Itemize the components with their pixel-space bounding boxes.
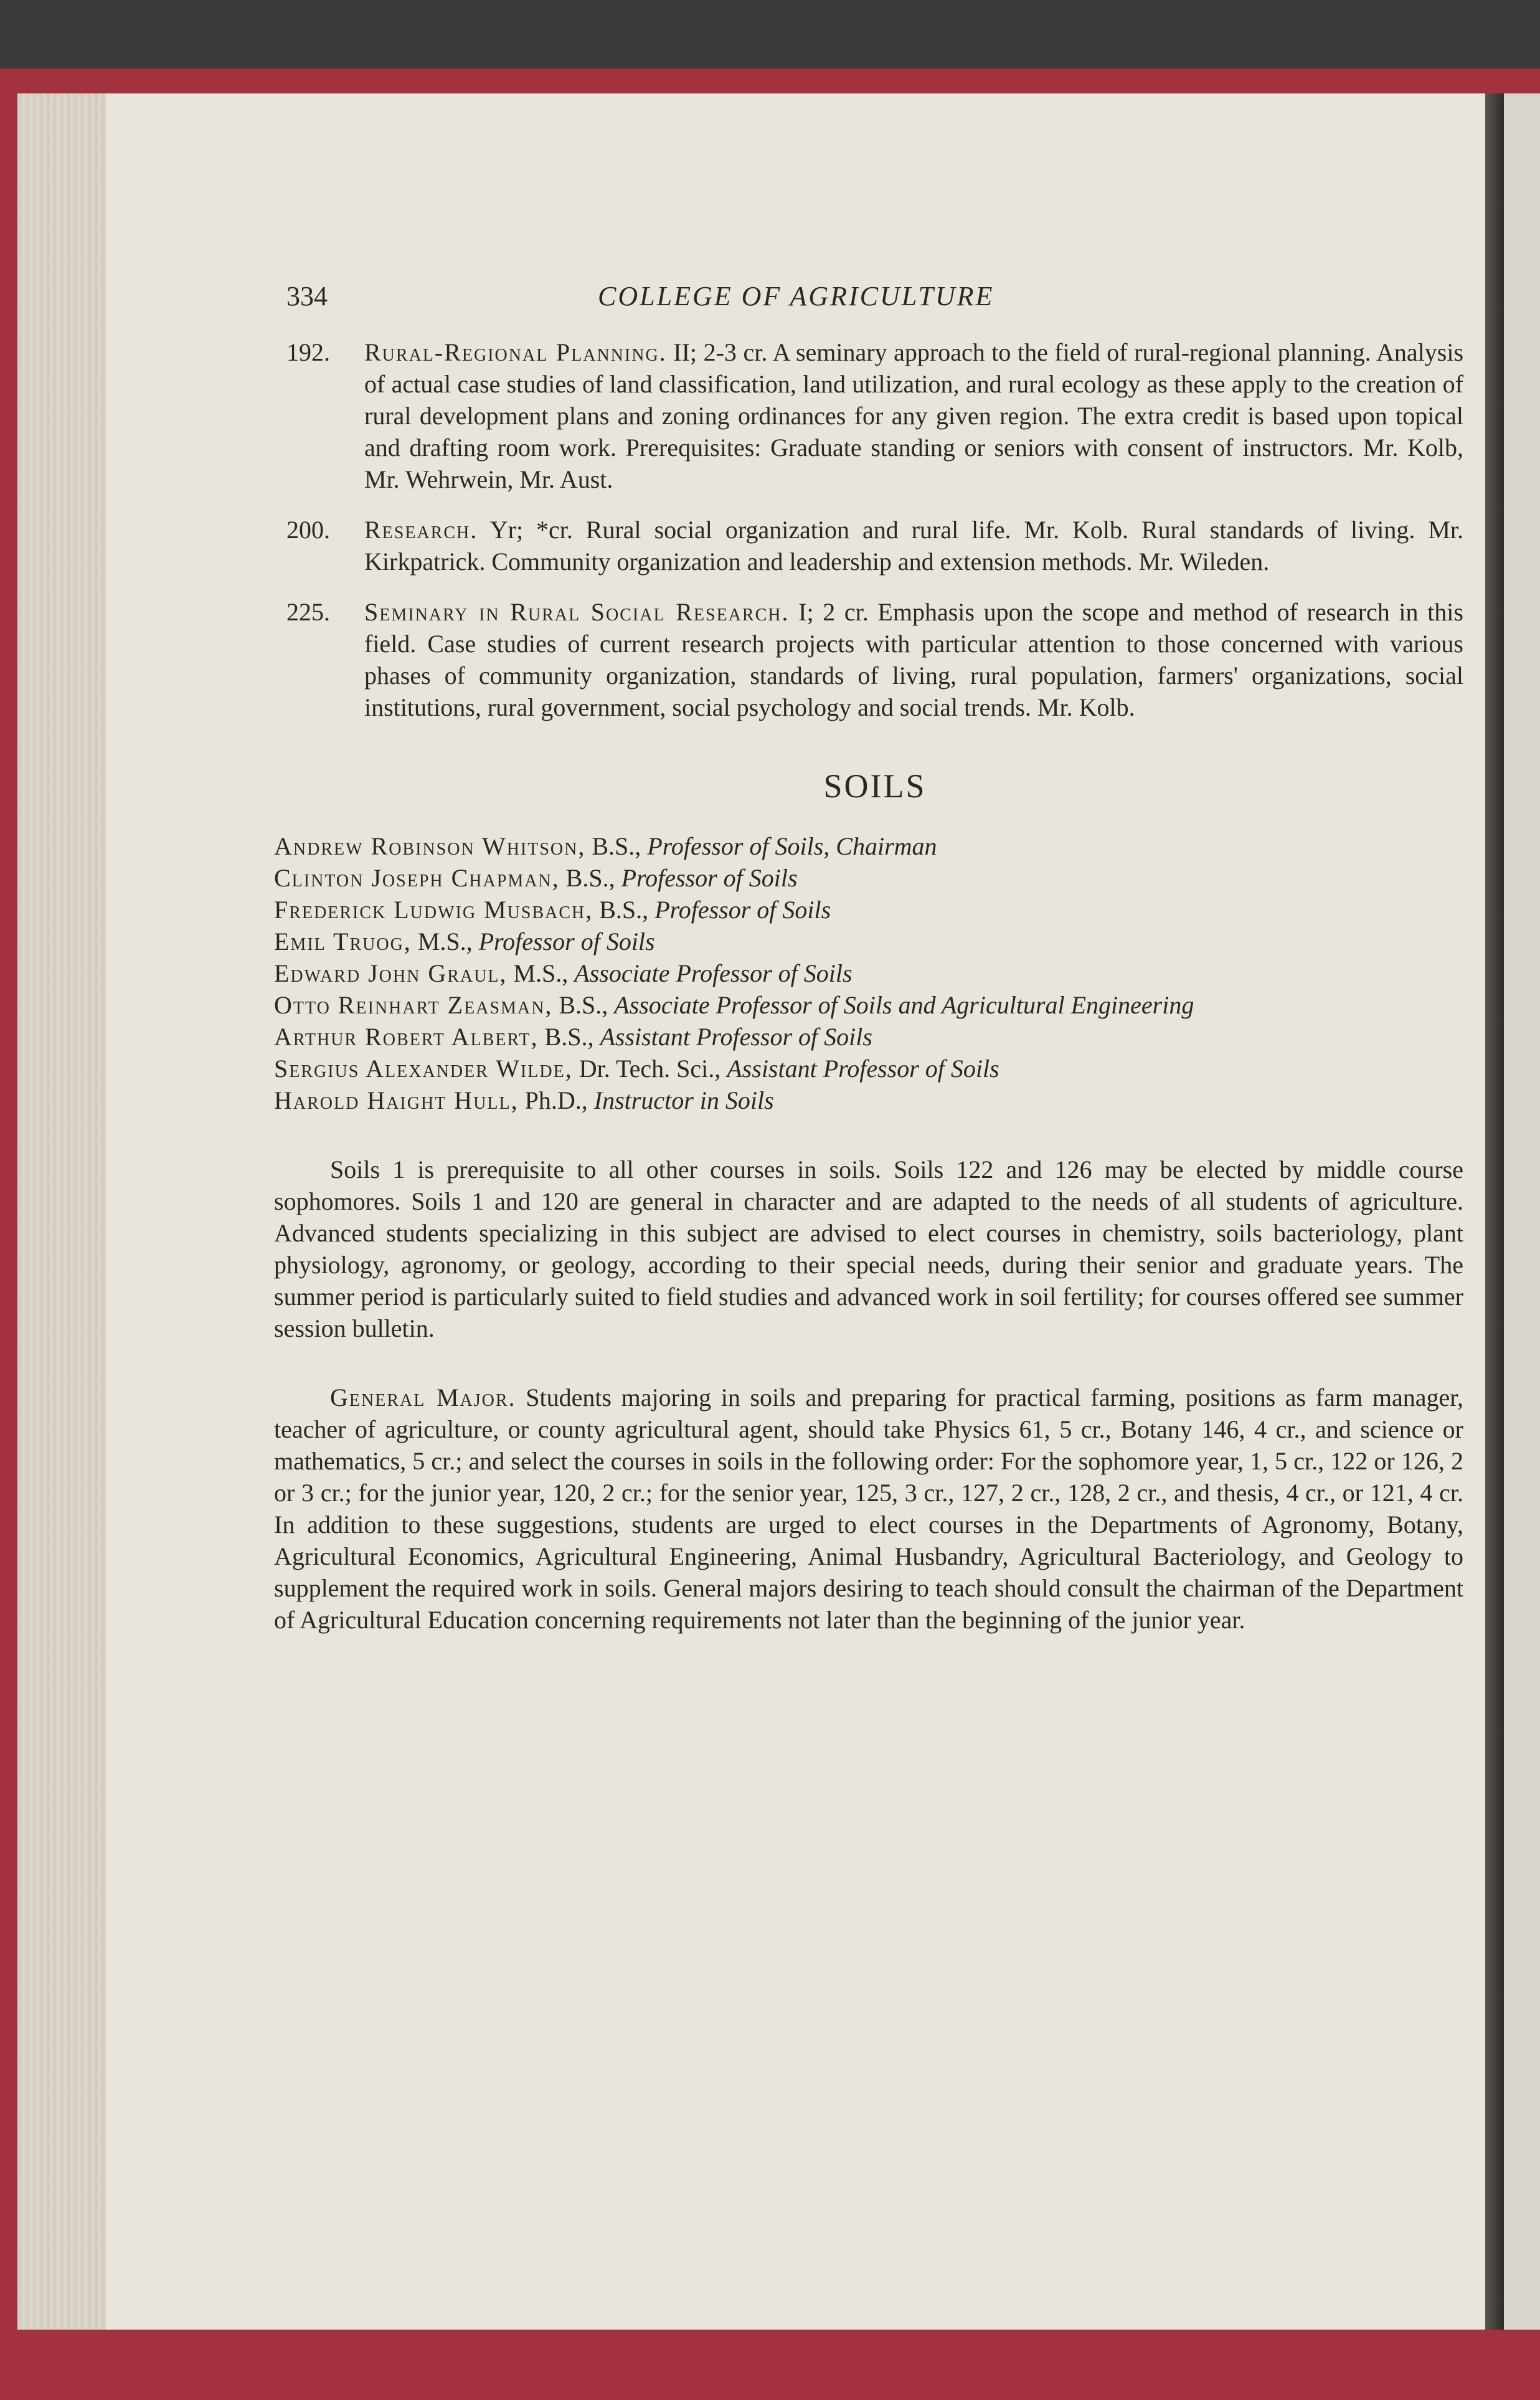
faculty-name: Emil Truog, [274, 927, 412, 956]
faculty-name: Edward John Graul, [274, 959, 508, 987]
course-number: 192. [286, 338, 330, 366]
faculty-member [274, 926, 1463, 957]
faculty-title: Assistant Professor of Soils [727, 1055, 999, 1083]
course-number: 225. [286, 598, 330, 626]
faculty-title: Professor of Soils [478, 927, 655, 956]
running-head [286, 280, 1463, 336]
course-entry [286, 336, 1463, 495]
course-entry [286, 514, 1463, 577]
faculty-member [274, 957, 1463, 989]
course-description: Yr; *cr. Rural social organization and rural life. Mr. Kolb. Rural standards of living. Mr. Kirkpatrick. Community organization and leadership and extension methods. Mr. Wileden. [364, 516, 1464, 576]
faculty-member [274, 1021, 1463, 1053]
soils-intro-paragraph: Soils 1 is prerequisite to all other courses in soils. Soils 122 and 126 may be elected by middle course sophomores. Soils 1 and 120 are general in character and are adapted to the needs of all students of agriculture. Advanced students specializing in this subject are advised to elect courses in chemistry, soils bacteriology, plant physiology, agronomy, or geology, according to their special needs, during their senior and graduate years. The summer period is particularly suited to field studies and advanced work in soil fertility; for courses offered see summer session bulletin. [274, 1155, 1463, 1342]
course-title: Research. [364, 516, 478, 544]
facing-page [1504, 93, 1540, 2330]
faculty-degree: B.S., [559, 991, 608, 1019]
faculty-degree: B.S., [544, 1023, 594, 1051]
faculty-degree: B.S., [565, 864, 615, 892]
faculty-name: Andrew Robinson Whitson, [274, 832, 586, 860]
course-title: Rural-Regional Planning. [364, 338, 667, 366]
faculty-name: Harold Haight Hull, [274, 1086, 519, 1114]
faculty-degree: B.S., [592, 832, 641, 860]
faculty-title: Professor of Soils [654, 896, 831, 924]
faculty-member [274, 1084, 1463, 1116]
faculty-degree: Dr. Tech. Sci., [579, 1055, 721, 1083]
faculty-name: Frederick Ludwig Musbach, [274, 896, 593, 924]
faculty-name: Arthur Robert Albert, [274, 1023, 539, 1051]
faculty-name: Clinton Joseph Chapman, [274, 864, 560, 892]
scan-background [0, 0, 1540, 69]
course-number: 200. [286, 516, 330, 544]
faculty-title: Associate Professor of Soils and Agricultural Engineering [614, 991, 1194, 1019]
faculty-degree: M.S., [513, 959, 569, 987]
course-description: I; 2 cr. Emphasis upon the scope and method of research in this field. Case studies of current research projects with particular attention to those concerned with various phases of community organization, standards of living, rural population, farmers' organizations, social institutions, rural government, social psychology and social trends. Mr. Kolb. [364, 598, 1463, 721]
running-title: COLLEGE OF AGRICULTURE [598, 281, 994, 311]
page-content [274, 280, 1464, 1636]
faculty-member [274, 830, 1463, 862]
faculty-member [274, 862, 1463, 894]
page-number: 334 [286, 281, 328, 311]
faculty-title: Professor of Soils [621, 864, 798, 892]
faculty-title: Instructor in Soils [593, 1086, 774, 1114]
faculty-title: Assistant Professor of Soils [600, 1023, 872, 1051]
faculty-name: Otto Reinhart Zeasman, [274, 991, 553, 1019]
course-entry [286, 596, 1463, 723]
page-edges [17, 93, 111, 2330]
general-major-lead: General Major. [330, 1383, 516, 1411]
faculty-name: Sergius Alexander Wilde, [274, 1055, 573, 1083]
faculty-degree: B.S., [599, 896, 649, 924]
faculty-member [274, 1053, 1463, 1084]
book-gutter [1485, 93, 1504, 2330]
faculty-member [274, 894, 1463, 926]
faculty-title: Professor of Soils, Chairman [647, 832, 937, 860]
faculty-degree: M.S., [417, 927, 473, 956]
faculty-list [274, 830, 1463, 1116]
general-major-paragraph [274, 1382, 1463, 1636]
section-heading-soils: SOILS [823, 767, 927, 805]
faculty-title: Associate Professor of Soils [574, 959, 853, 987]
course-description: II; 2-3 cr. A seminary approach to the field of rural-regional planning. Analysis of actual case studies of land classification, land utilization, and rural ecology as these apply to the creation of rural development plans and zoning ordinances for any given region. The extra credit is based upon topical and drafting room work. Prerequisites: Graduate standing or seniors with consent of instructors. Mr. Kolb, Mr. Wehrwein, Mr. Aust. [364, 338, 1464, 493]
general-major-body: Students majoring in soils and preparing for practical farming, positions as farm manager, teacher of agriculture, or county agricultural agent, should take Physics 61, 5 cr., Botany 146, 4 cr., and science or mathematics, 5 cr.; and select the courses in soils in the following order: For the sophomore year, 1, 5 cr., 122 or 126, 2 or 3 cr.; for the junior year, 120, 2 cr.; for the senior year, 125, 3 cr., 127, 2 cr., 128, 2 cr., and thesis, 4 cr., or 121, 4 cr. In addition to these suggestions, students are urged to elect courses in the Departments of Agronomy, Botany, Agricultural Economics, Agricultural Engineering, Animal Husbandry, Agricultural Bacteriology, and Geology to supplement the required work in soils. General majors desiring to teach should consult the chairman of the Department of Agricultural Education concerning requirements not later than the beginning of the junior year. [274, 1383, 1463, 1634]
faculty-member [274, 989, 1463, 1021]
course-title: Seminary in Rural Social Research. [364, 598, 790, 626]
faculty-degree: Ph.D., [524, 1086, 588, 1114]
book-page [106, 93, 1485, 2330]
